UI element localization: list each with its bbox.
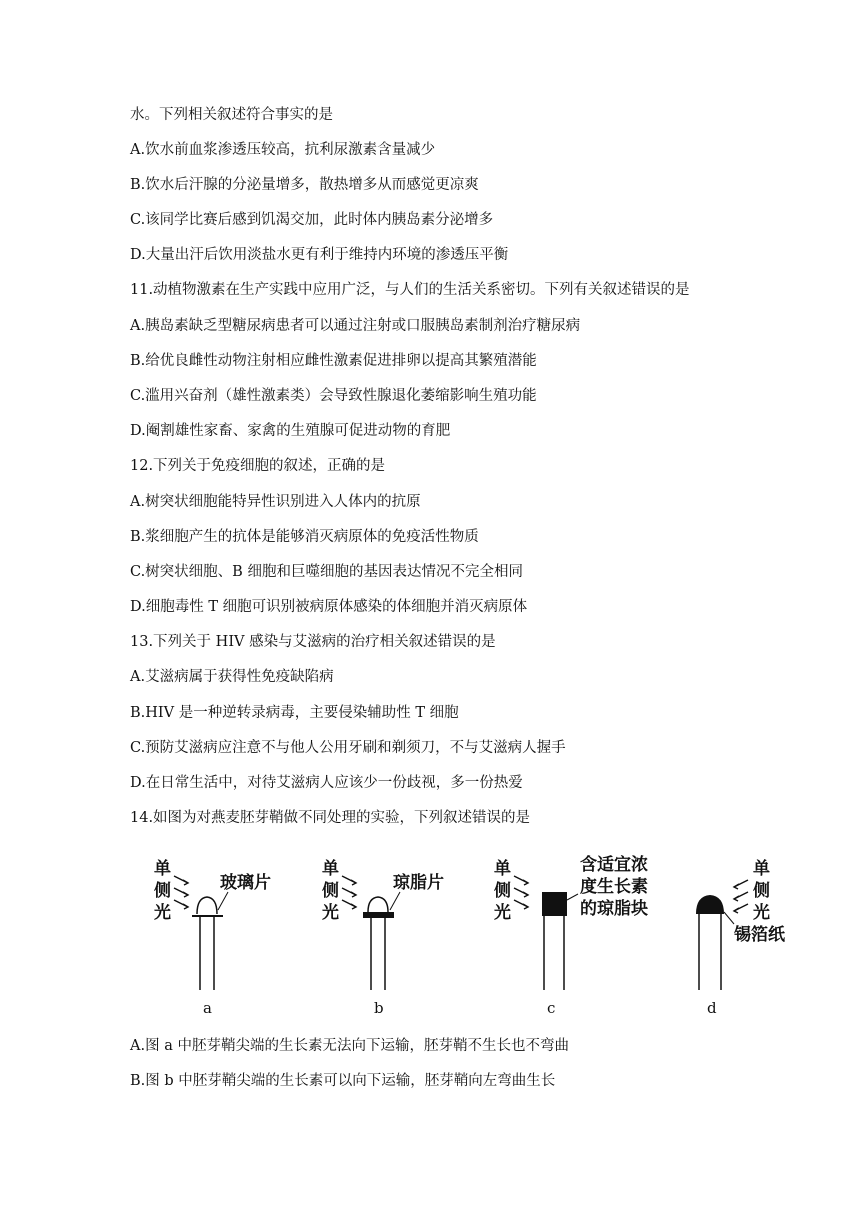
agar-plate-icon — [363, 912, 394, 918]
option-line: B.HIV 是一种逆转录病毒，主要侵染辅助性 T 细胞 — [130, 705, 459, 721]
light-label-b-2: 侧 — [322, 881, 339, 901]
option-line: A.饮水前血浆渗透压较高，抗利尿激素含量减少 — [130, 142, 436, 158]
glass-plate-label: 玻璃片 — [220, 873, 271, 893]
question-stem: 13.下列关于 HIV 感染与艾滋病的治疗相关叙述错误的是 — [130, 634, 496, 650]
option-line: D.细胞毒性 T 细胞可识别被病原体感染的体细胞并消灭病原体 — [130, 599, 528, 615]
light-label-c-3: 光 — [494, 903, 511, 923]
question-stem: 14.如图为对燕麦胚芽鞘做不同处理的实验，下列叙述错误的是 — [130, 810, 531, 826]
text-line: 水。下列相关叙述符合事实的是 — [130, 107, 333, 123]
option-line: A.胰岛素缺乏型糖尿病患者可以通过注射或口服胰岛素制剂治疗糖尿病 — [130, 318, 581, 334]
option-line: D.阉割雄性家畜、家禽的生殖腺可促进动物的育肥 — [130, 423, 451, 439]
option-line: A.艾滋病属于获得性免疫缺陷病 — [130, 669, 334, 685]
light-label-d-2: 侧 — [753, 881, 770, 901]
caption-b: b — [374, 999, 384, 1017]
option-line: C.该同学比赛后感到饥渴交加，此时体内胰岛素分泌增多 — [130, 212, 494, 228]
light-label-d-1: 单 — [753, 859, 770, 879]
light-label-b-1: 单 — [322, 859, 339, 879]
option-line: B.给优良雌性动物注射相应雌性激素促进排卵以提高其繁殖潜能 — [130, 353, 537, 369]
auxin-block-label-3: 的琼脂块 — [580, 899, 648, 919]
light-label-a-2: 侧 — [154, 881, 171, 901]
coleoptile-experiment-figure — [150, 850, 800, 1020]
light-label-c-2: 侧 — [494, 881, 511, 901]
auxin-block-label-1: 含适宜浓 — [580, 855, 648, 875]
question-stem: 11.动植物激素在生产实践中应用广泛，与人们的生活关系密切。下列有关叙述错误的是 — [130, 282, 690, 298]
option-line: B.图 b 中胚芽鞘尖端的生长素可以向下运输，胚芽鞘向左弯曲生长 — [130, 1073, 556, 1089]
caption-d: d — [707, 999, 717, 1017]
option-line: D.大量出汗后饮用淡盐水更有利于维持内环境的渗透压平衡 — [130, 247, 509, 263]
auxin-block-label-2: 度生长素 — [580, 877, 648, 897]
light-label-c-1: 单 — [494, 859, 511, 879]
question-stem: 12.下列关于免疫细胞的叙述，正确的是 — [130, 458, 386, 474]
option-line: A.树突状细胞能特异性识别进入人体内的抗原 — [130, 494, 421, 510]
option-line: B.饮水后汗腺的分泌量增多，散热增多从而感觉更凉爽 — [130, 177, 479, 193]
light-label-a-3: 光 — [154, 903, 171, 923]
option-line: D.在日常生活中，对待艾滋病人应该少一份歧视，多一份热爱 — [130, 775, 523, 791]
option-line: A.图 a 中胚芽鞘尖端的生长素无法向下运输，胚芽鞘不生长也不弯曲 — [130, 1038, 569, 1054]
light-label-d-3: 光 — [753, 903, 770, 923]
caption-c: c — [547, 999, 556, 1017]
foil-label: 锡箔纸 — [734, 925, 785, 945]
agar-plate-label: 琼脂片 — [393, 873, 444, 893]
option-line: B.浆细胞产生的抗体是能够消灭病原体的免疫活性物质 — [130, 529, 479, 545]
light-label-b-3: 光 — [322, 903, 339, 923]
caption-a: a — [203, 999, 212, 1017]
option-line: C.预防艾滋病应注意不与他人公用牙刷和剃须刀，不与艾滋病人握手 — [130, 740, 566, 756]
light-label-a-1: 单 — [154, 859, 171, 879]
option-line: C.滥用兴奋剂（雄性激素类）会导致性腺退化萎缩影响生殖功能 — [130, 388, 537, 404]
option-line: C.树突状细胞、B 细胞和巨噬细胞的基因表达情况不完全相同 — [130, 564, 523, 580]
auxin-agar-block-icon — [542, 892, 567, 916]
